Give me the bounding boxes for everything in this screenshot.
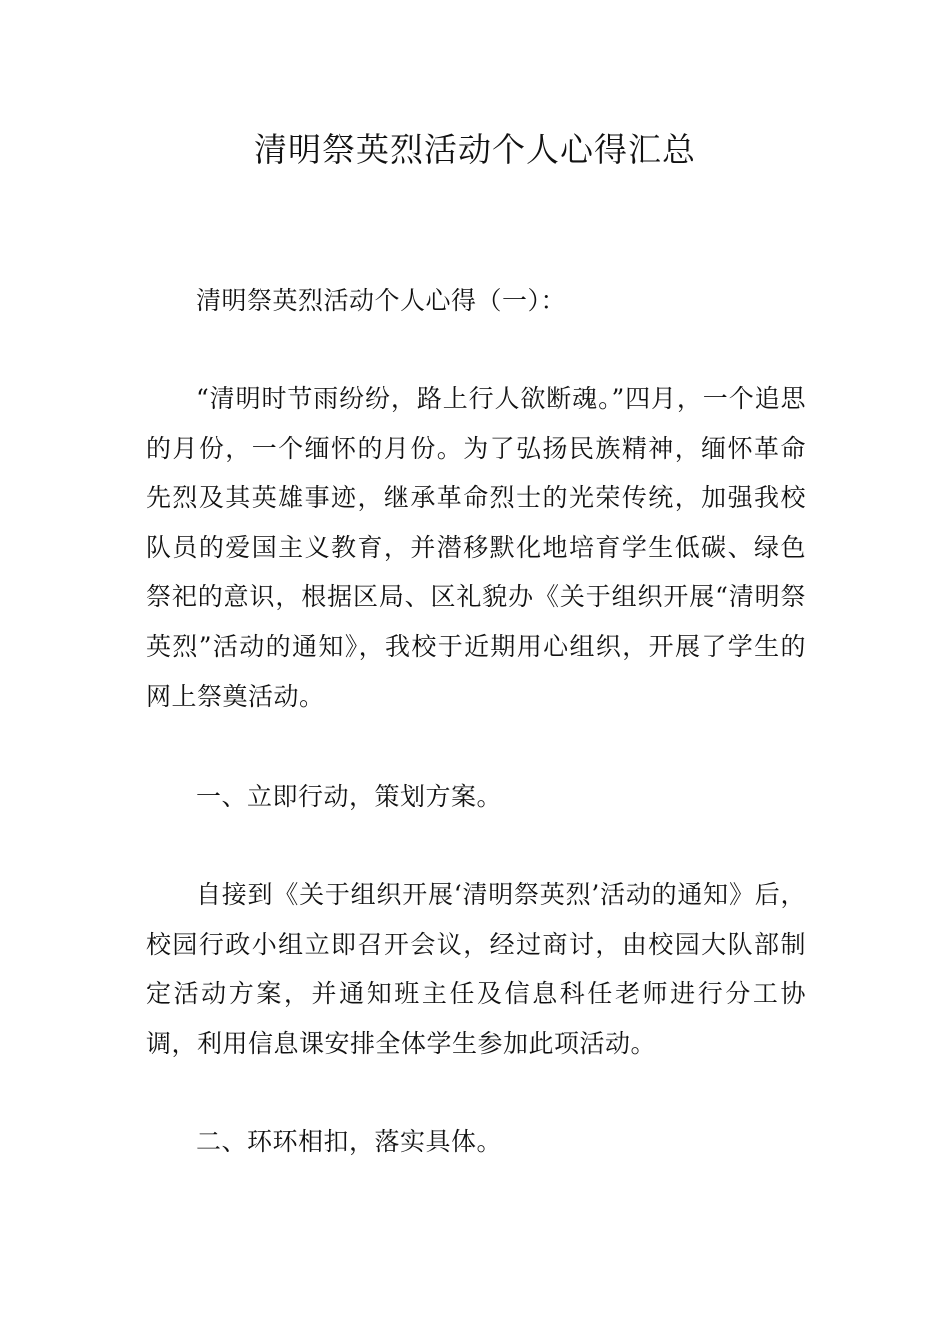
- section-heading-2: 二、环环相扣，落实具体。: [196, 1127, 503, 1156]
- section-heading-1: 一、立即行动，策划方案。: [196, 782, 503, 811]
- section-subtitle: 清明祭英烈活动个人心得（一）：: [196, 286, 567, 315]
- document-title: 清明祭英烈活动个人心得汇总: [254, 130, 696, 169]
- section-body-1: 自接到《关于组织开展‘清明祭英烈’活动的通知》后，校园行政小组立即召开会议，经过商讨，由校园大队部制定活动方案，并通知班主任及信息科任老师进行分工协调，利用信息课安排全体学生参加此项活动。: [146, 880, 806, 1058]
- intro-paragraph: “清明时节雨纷纷，路上行人欲断魂。”四月，一个追思的月份，一个缅怀的月份。为了弘扬民族精神，缅怀革命先烈及其英雄事迹，继承革命烈士的光荣传统，加强我校队员的爱国主义教育，并潜移默化地培育学生低碳、绿色祭祀的意识，根据区局、区礼貌办《关于组织开展“清明祭英烈”活动的通知》，我校于近期用心组织，开展了学生的网上祭奠活动。: [146, 384, 806, 711]
